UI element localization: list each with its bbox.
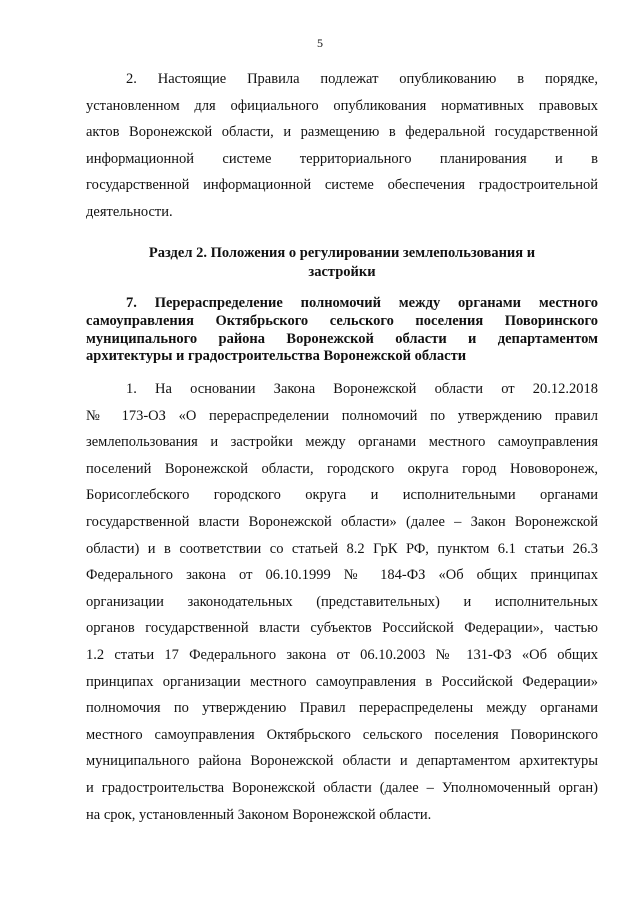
paragraph-line: органов государственной власти субъектов Российской Федерации», частью bbox=[86, 620, 598, 637]
paragraph-line: 1. На основании Закона Воронежской области от 20.12.2018 bbox=[126, 381, 598, 397]
paragraph-line: 1.2 статьи 17 Федерального закона от 06.10.2003 № 131-ФЗ «Об общих bbox=[86, 646, 598, 663]
paragraph-line: № 173-ОЗ «О перераспределении полномочий по утверждению правил bbox=[86, 407, 598, 424]
paragraph-line: организации законодательных (представительных) и исполнительных bbox=[86, 593, 598, 610]
paragraph-line: государственной информационной системе обеспечения градостроительной bbox=[86, 177, 598, 194]
heading-line: Раздел 2. Положения о регулировании землепользования и bbox=[148, 245, 536, 261]
paragraph-line: Борисоглебского городского округа и исполнительными органами bbox=[86, 487, 598, 504]
paragraph-line: муниципального района Воронежской области и департаментом архитектуры bbox=[86, 753, 598, 770]
paragraph-line: на срок, установленный Законом Воронежской области. bbox=[86, 806, 432, 823]
paragraph-line: и градостроительства Воронежской области (далее – Уполномоченный орган) bbox=[86, 779, 598, 796]
paragraph-line: поселений Воронежской области, городского округа город Нововоронеж, bbox=[86, 460, 598, 477]
paragraph-line: принципах организации местного самоуправления в Российской Федерации» bbox=[86, 673, 598, 690]
paragraph-line: актов Воронежской области, и размещению в федеральной государственной bbox=[86, 124, 598, 141]
paragraph-line: 2. Настоящие Правила подлежат опубликованию в порядке, bbox=[126, 71, 598, 87]
paragraph-line: области) и в соответствии со статьей 8.2 ГрК РФ, пунктом 6.1 статьи 26.3 bbox=[86, 540, 598, 557]
subheading-line: архитектуры и градостроительства Воронежской области bbox=[86, 348, 467, 365]
subheading-line: 7. Перераспределение полномочий между органами местного bbox=[126, 295, 598, 311]
section-heading bbox=[86, 244, 598, 282]
paragraph-line: информационной системе территориального планирования и в bbox=[86, 150, 598, 167]
paragraph-line: Федерального закона от 06.10.1999 № 184-ФЗ «Об общих принципах bbox=[86, 567, 598, 584]
paragraph-line: местного самоуправления Октябрьского сельского поселения Поворинского bbox=[86, 726, 598, 743]
subheading-line: самоуправления Октябрьского сельского поселения Поворинского bbox=[86, 312, 598, 329]
paragraph-line: государственной власти Воронежской области» (далее – Закон Воронежской bbox=[86, 513, 598, 530]
page-number: 5 bbox=[317, 36, 323, 50]
heading-line: застройки bbox=[308, 264, 376, 280]
paragraph-line: полномочия по утверждению Правил перераспределены между органами bbox=[86, 700, 598, 717]
subsection-heading bbox=[86, 295, 598, 366]
paragraph-line: установленном для официального опубликования нормативных правовых bbox=[86, 97, 598, 114]
paragraph-line: землепользования и застройки между органами местного самоуправления bbox=[86, 434, 598, 451]
paragraph-2 bbox=[86, 66, 598, 226]
paragraph-line: деятельности. bbox=[86, 203, 173, 220]
subheading-line: муниципального района Воронежской области и департаментом bbox=[86, 330, 598, 347]
paragraph-1 bbox=[86, 376, 598, 828]
